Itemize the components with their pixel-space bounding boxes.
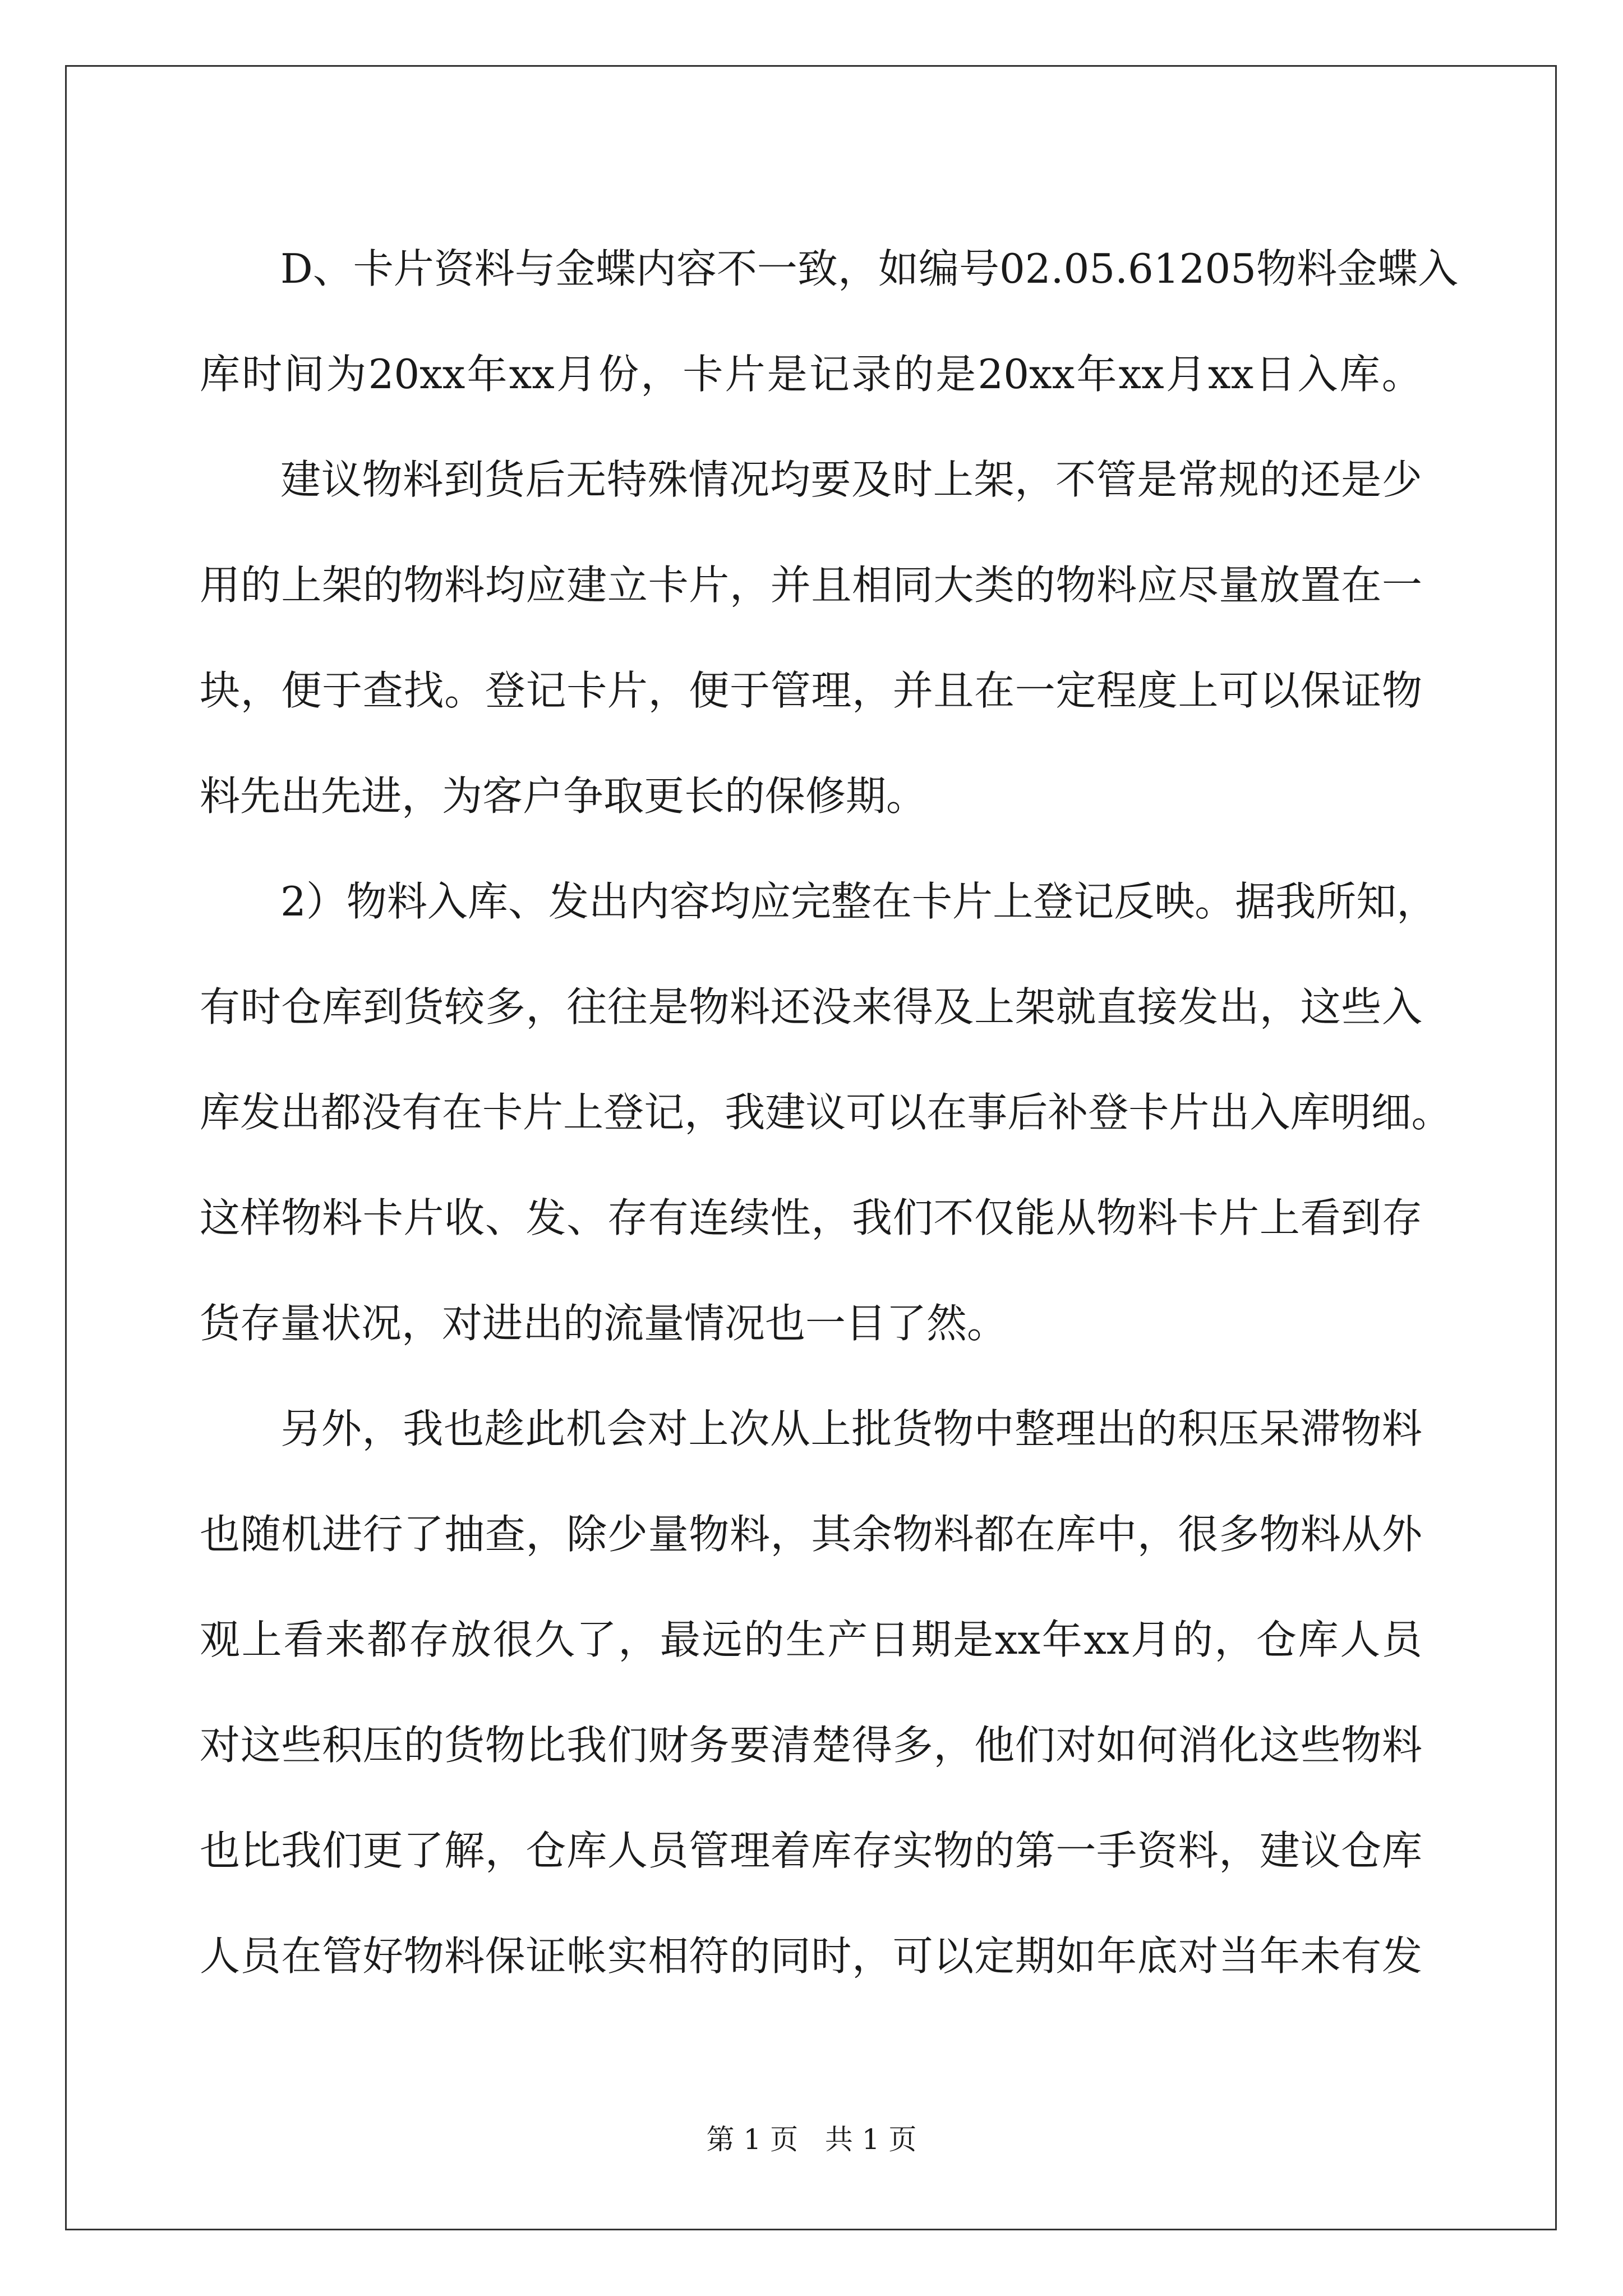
text-line: 库 发 出 都 没 有 在 卡 片 上 登 记 ， 我 建 议 可 以 在 事 后 补 登 卡 片 出 入 库 明 细 。	[200, 1089, 1452, 1136]
text-line: 观 上 看 来 都 存 放 很 久 了 ， 最 远 的 生 产 日 期 是 xx 年 xx 月 的 ， 仓 库 人 员	[200, 1616, 1422, 1663]
text-line: 人 员 在 管 好 物 料 保 证 帐 实 相 符 的 同 时 ， 可 以 定 期 如 年 底 对 当 年 未 有 发	[200, 1932, 1422, 1980]
text-line: 料先出先进，为客户争取更长的保修期。	[200, 772, 927, 820]
text-line: 块 ， 便 于 查 找 。 登 记 卡 片 ， 便 于 管 理 ， 并 且 在 一 定 程 度 上 可 以 保 证 物	[200, 667, 1422, 714]
document-body	[200, 216, 1459, 2009]
text-line: 也 比 我 们 更 了 解 ， 仓 库 人 员 管 理 着 库 存 实 物 的 第 一 手 资 料 ， 建 议 仓 库	[200, 1827, 1422, 1874]
text-line: 对 这 些 积 压 的 货 物 比 我 们 财 务 要 清 楚 得 多 ， 他 们 对 如 何 消 化 这 些 物 料	[200, 1722, 1422, 1769]
text-line: 也 随 机 进 行 了 抽 查 ， 除 少 量 物 料 ， 其 余 物 料 都 在 库 中 ， 很 多 物 料 从 外	[200, 1511, 1422, 1558]
text-line: 另 外 ， 我 也 趁 此 机 会 对 上 次 从 上 批 货 物 中 整 理 出 的 积 压 呆 滞 物 料	[280, 1405, 1422, 1452]
text-line: 库 时 间 为 20xx 年 xx 月 份 ， 卡 片 是 记 录 的 是 20xx 年 xx 月 xx 日 入 库 。	[200, 351, 1422, 398]
text-line: 2 ） 物 料 入 库 、 发 出 内 容 均 应 完 整 在 卡 片 上 登 记 反 映 。 据 我 所 知 ，	[280, 878, 1437, 925]
text-line: 货存量状况，对进出的流量情况也一目了然。	[200, 1300, 1008, 1347]
page-footer: 第 1 页 共 1 页	[706, 2123, 917, 2156]
text-line: 用 的 上 架 的 物 料 均 应 建 立 卡 片 ， 并 且 相 同 大 类 的 物 料 应 尽 量 放 置 在 一	[200, 562, 1422, 609]
text-line: 有 时 仓 库 到 货 较 多 ， 往 往 是 物 料 还 没 来 得 及 上 架 就 直 接 发 出 ， 这 些 入	[200, 983, 1422, 1030]
text-line: D 、 卡 片 资 料 与 金 蝶 内 容 不 一 致 ， 如 编 号 02.05.61205 物 料 金 蝶 入	[280, 245, 1459, 292]
text-line: 建 议 物 料 到 货 后 无 特 殊 情 况 均 要 及 时 上 架 ， 不 管 是 常 规 的 还 是 少	[280, 456, 1422, 503]
text-line: 这 样 物 料 卡 片 收 、 发 、 存 有 连 续 性 ， 我 们 不 仅 能 从 物 料 卡 片 上 看 到 存	[200, 1194, 1422, 1241]
